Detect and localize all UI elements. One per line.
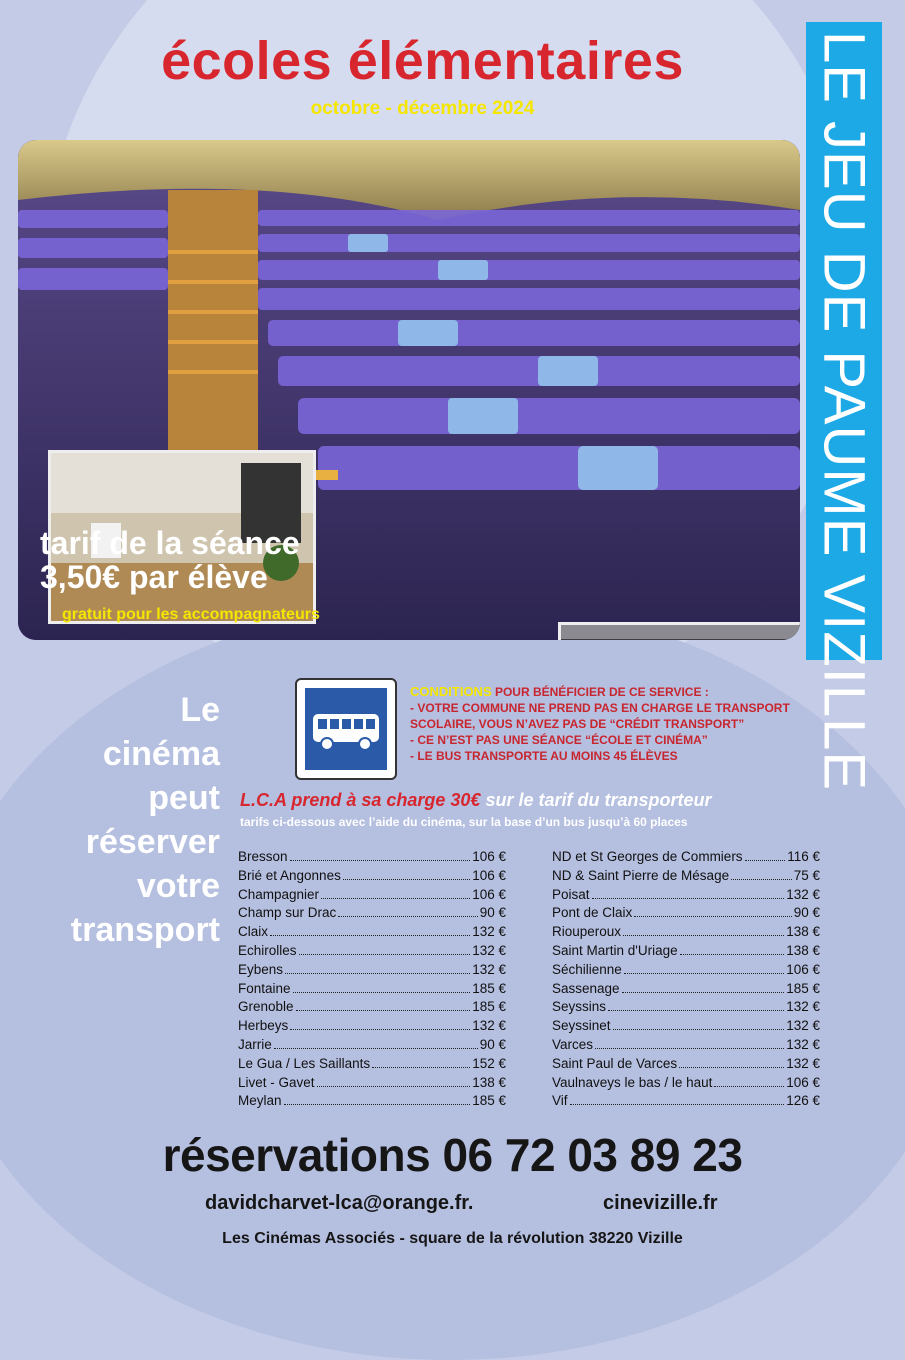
dot-leader [270,935,470,936]
dot-leader [714,1086,784,1087]
dot-leader [570,1104,785,1105]
dot-leader [623,935,784,936]
town-price: 132 € [786,1018,820,1034]
transport-heading-line: cinéma [102,735,220,773]
town-price: 185 € [472,999,506,1015]
town-name: Meylan [238,1093,282,1109]
price-list-right [552,848,820,1111]
town-price: 106 € [472,886,506,902]
town-price: 138 € [786,942,820,958]
town-name: Bresson [238,849,288,864]
town-name: Vaulnaveys le bas / le haut [552,1074,713,1090]
price-line-2: 3,50€ par élève [40,559,268,595]
town-price: 106 € [472,849,506,864]
town-name: Echirolles [238,942,297,958]
town-name: Saint Paul de Varces [552,1055,678,1071]
dot-leader [321,898,470,899]
price-row [552,1036,820,1055]
dot-leader [290,1029,470,1030]
town-price: 185 € [472,1093,506,1109]
price-row [552,904,820,923]
town-price: 132 € [786,999,820,1015]
transport-heading-line: peut [148,779,220,817]
price-row [552,1017,820,1036]
town-name: ND & Saint Pierre de Mésage [552,867,730,883]
town-name: Champ sur Drac [238,905,337,921]
price-heading [40,526,300,594]
dot-leader [284,1104,471,1105]
price-row [552,1074,820,1093]
price-row [552,961,820,980]
town-price: 138 € [472,1074,506,1090]
dot-leader [372,1067,470,1068]
dot-leader [745,860,786,861]
price-row [238,867,506,886]
town-price: 185 € [472,980,506,996]
price-row [238,980,506,999]
price-row [238,1055,506,1074]
dot-leader [285,973,470,974]
page-subtitle: octobre - décembre 2024 [310,98,535,119]
town-name: Claix [238,924,269,940]
price-row [552,848,820,867]
transport-heading-line: Le [180,691,220,729]
dot-leader [274,1048,478,1049]
free-accompanying-note: gratuit pour les accompagnateurs [62,606,320,623]
town-name: Champagnier [238,886,320,902]
town-name: Seyssins [552,999,607,1015]
town-price: 132 € [786,1055,820,1071]
price-row [238,1074,506,1093]
dot-leader [679,1067,784,1068]
price-row [238,923,506,942]
reservation-phone: réservations 06 72 03 89 23 [162,1129,743,1181]
town-name: Le Gua / Les Saillants [238,1055,371,1071]
dot-leader [624,973,784,974]
town-name: Poisat [552,886,590,902]
dot-leader [731,879,792,880]
price-row [238,942,506,961]
price-row [238,1017,506,1036]
dot-leader [338,916,477,917]
bus-sign-icon [295,678,397,780]
vertical-banner-text: LE JEU DE PAUME VIZILLE [811,31,877,792]
town-name: Riouperoux [552,924,622,940]
lca-contribution-red: L.C.A prend à sa charge 30€ [240,790,481,810]
contact-email: davidcharvet-lca@orange.fr. [205,1192,474,1214]
price-line-1: tarif de la séance [40,525,300,561]
town-price: 90 € [479,905,506,921]
price-row [552,1092,820,1111]
transport-heading-line: réserver [85,823,220,861]
town-name: ND et St Georges de Commiers [552,849,743,864]
price-row [238,886,506,905]
town-price: 90 € [479,1036,506,1052]
dot-leader [293,992,471,993]
price-row [552,886,820,905]
dot-leader [608,1010,784,1011]
price-row [552,867,820,886]
town-name: Pont de Claix [552,905,633,921]
town-name: Seyssinet [552,1018,611,1034]
transport-heading [20,688,220,952]
town-name: Brié et Angonnes [238,867,341,883]
town-name: Livet - Gavet [238,1074,315,1090]
condition-item: - CE N’EST PAS UNE SÉANCE “ÉCOLE ET CINÉMA” [410,733,708,747]
town-price: 132 € [472,1018,506,1034]
dot-leader [622,992,785,993]
conditions-intro: POUR BÉNÉFICIER DE CE SERVICE : [494,685,709,699]
town-price: 90 € [793,905,820,921]
town-price: 152 € [472,1055,506,1071]
price-list-left [238,848,506,1111]
dot-leader [299,954,471,955]
address: Les Cinémas Associés - square de la révolution 38220 Vizille [222,1230,683,1247]
dot-leader [296,1010,471,1011]
town-name: Varces [552,1036,594,1052]
town-price: 106 € [472,867,506,883]
dot-leader [343,879,470,880]
page-title: écoles élémentaires [161,31,684,91]
town-price: 132 € [786,1036,820,1052]
condition-item: - LE BUS TRANSPORTE AU MOINS 45 ÉLÈVES [410,749,678,763]
town-name: Saint Martin d'Uriage [552,942,678,958]
price-row [552,923,820,942]
dot-leader [595,1048,784,1049]
condition-item: - VOTRE COMMUNE NE PREND PAS EN CHARGE LE TRANSPORT SCOLAIRE, VOUS N’AVEZ PAS DE “CRÉDIT TRANSPORT” [410,701,790,731]
price-row [238,1092,506,1111]
website-link: cinevizille.fr [603,1192,718,1214]
conditions-block [410,684,830,764]
dot-leader [290,860,471,861]
dot-leader [613,1029,785,1030]
price-row [552,942,820,961]
conditions-title: CONDITIONS [410,684,492,699]
price-row [238,998,506,1017]
town-price: 132 € [472,924,506,940]
dot-leader [634,916,791,917]
town-price: 132 € [472,961,506,977]
price-row [238,904,506,923]
town-name: Fontaine [238,980,291,996]
town-name: Herbeys [238,1018,289,1034]
price-row [238,961,506,980]
transport-heading-line: votre [136,867,220,905]
lca-contribution [240,790,711,811]
town-price: 132 € [786,886,820,902]
town-name: Grenoble [238,999,294,1015]
transport-heading-line: transport [70,911,220,949]
dot-leader [317,1086,471,1087]
price-row [238,848,506,867]
town-name: Séchilienne [552,961,622,977]
town-price: 132 € [472,942,506,958]
town-name: Sassenage [552,980,620,996]
screen-room-inset-photo [558,622,800,640]
price-row [238,1036,506,1055]
price-row [552,980,820,999]
town-price: 138 € [786,924,820,940]
town-price: 185 € [786,980,820,996]
lca-contribution-white: sur le tarif du transporteur [480,790,712,810]
tariff-note: tarifs ci-dessous avec l’aide du cinéma, sur la base d’un bus jusqu’à 60 places [240,815,688,829]
town-name: Eybens [238,961,284,977]
town-price: 106 € [786,1074,820,1090]
dot-leader [680,954,785,955]
town-price: 75 € [793,867,820,883]
town-name: Vif [552,1093,568,1109]
dot-leader [592,898,785,899]
price-row [552,998,820,1017]
town-name: Jarrie [238,1036,272,1052]
town-price: 106 € [786,961,820,977]
town-price: 126 € [786,1093,820,1109]
town-price: 116 € [787,849,820,864]
price-row [552,1055,820,1074]
